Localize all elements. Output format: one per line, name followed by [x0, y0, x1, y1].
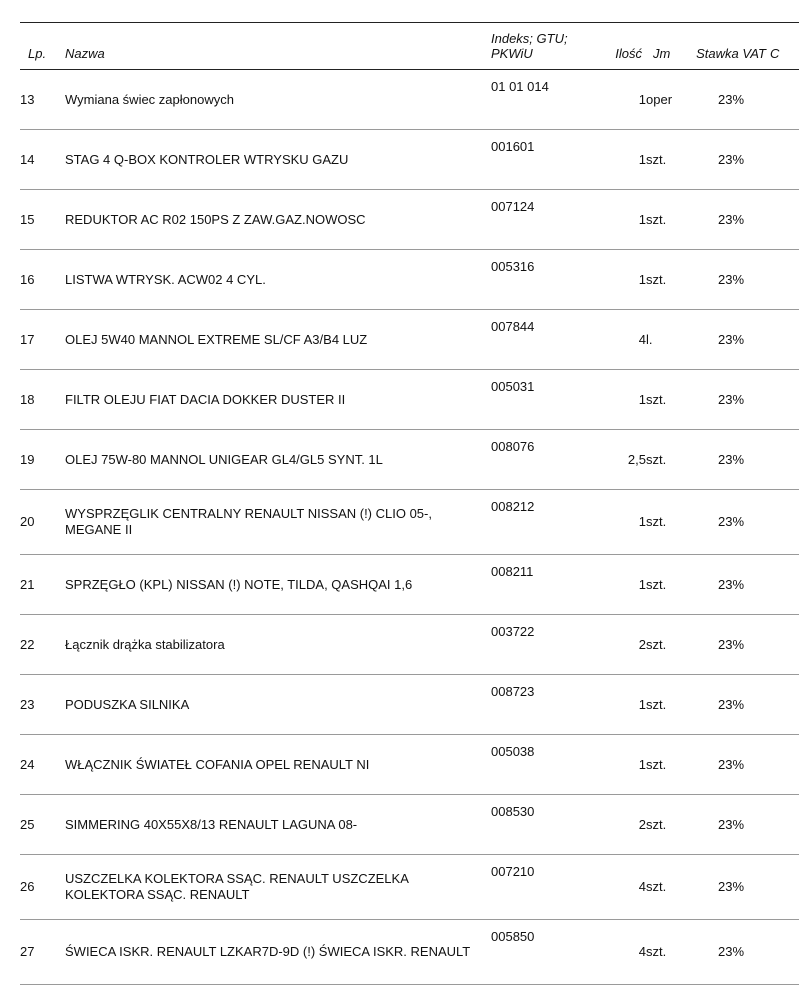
row-qty: 1: [579, 735, 646, 795]
row-index: 007210: [491, 855, 579, 920]
row-name-text: STAG 4 Q-BOX KONTROLER WTRYSKU GAZU: [65, 151, 349, 167]
row-name: [65, 190, 491, 250]
row-index: 005038: [491, 735, 579, 795]
header-lp: Lp.: [20, 23, 65, 70]
row-unit: szt.: [646, 130, 692, 190]
row-unit: szt.: [646, 855, 692, 920]
row-qty: 1: [579, 490, 646, 555]
row-extra: [770, 250, 799, 310]
row-name-text: OLEJ 75W-80 MANNOL UNIGEAR GL4/GL5 SYNT. 1L: [65, 451, 383, 467]
row-qty: 1: [579, 190, 646, 250]
row-vat: 23%: [692, 675, 770, 735]
row-lp: 25: [20, 795, 65, 855]
row-extra: [770, 430, 799, 490]
row-extra: [770, 490, 799, 555]
table-row: [20, 250, 799, 310]
header-index: Indeks; GTU; PKWiU: [491, 23, 579, 70]
row-extra: [770, 615, 799, 675]
row-vat: 23%: [692, 190, 770, 250]
table-row: [20, 855, 799, 920]
row-name-text: WŁĄCZNIK ŚWIATEŁ COFANIA OPEL RENAULT NI: [65, 756, 370, 772]
row-index: 008212: [491, 490, 579, 555]
row-extra: [770, 555, 799, 615]
row-qty: 2,5: [579, 430, 646, 490]
row-qty: 1: [579, 130, 646, 190]
row-lp: 24: [20, 735, 65, 795]
table-header-row: [20, 23, 799, 70]
row-vat: 23%: [692, 70, 770, 130]
row-vat: 23%: [692, 490, 770, 555]
row-vat: 23%: [692, 250, 770, 310]
row-name: [65, 370, 491, 430]
row-name: [65, 920, 491, 985]
table-row: [20, 430, 799, 490]
row-unit: szt.: [646, 250, 692, 310]
row-name: [65, 490, 491, 555]
row-index: 005031: [491, 370, 579, 430]
row-index: 008723: [491, 675, 579, 735]
row-unit: szt.: [646, 735, 692, 795]
row-qty: 1: [579, 250, 646, 310]
row-name: [65, 675, 491, 735]
row-lp: 20: [20, 490, 65, 555]
row-extra: [770, 370, 799, 430]
row-name: [65, 615, 491, 675]
row-qty: 2: [579, 615, 646, 675]
row-extra: [770, 795, 799, 855]
table-row: [20, 370, 799, 430]
row-unit: szt.: [646, 490, 692, 555]
row-name: [65, 70, 491, 130]
row-unit: szt.: [646, 675, 692, 735]
row-index: 005850: [491, 920, 579, 985]
row-lp: 17: [20, 310, 65, 370]
row-name-text: Wymiana świec zapłonowych: [65, 91, 234, 107]
row-extra: [770, 855, 799, 920]
row-qty: 1: [579, 370, 646, 430]
row-lp: 23: [20, 675, 65, 735]
row-extra: [770, 675, 799, 735]
table-row: [20, 735, 799, 795]
row-name: [65, 855, 491, 920]
row-name-text: PODUSZKA SILNIKA: [65, 696, 190, 712]
row-vat: 23%: [692, 310, 770, 370]
table-row: [20, 70, 799, 130]
row-unit: szt.: [646, 920, 692, 985]
row-vat: 23%: [692, 795, 770, 855]
row-unit: szt.: [646, 190, 692, 250]
row-vat: 23%: [692, 555, 770, 615]
row-name-text: REDUKTOR AC R02 150PS Z ZAW.GAZ.NOWOSC: [65, 211, 366, 227]
row-unit: szt.: [646, 370, 692, 430]
row-lp: 26: [20, 855, 65, 920]
row-lp: 22: [20, 615, 65, 675]
table-row: [20, 130, 799, 190]
header-qty: Ilość: [579, 23, 646, 70]
row-vat: 23%: [692, 430, 770, 490]
row-qty: 1: [579, 70, 646, 130]
row-name-text: WYSPRZĘGLIK CENTRALNY RENAULT NISSAN (!) CLIO 05-, MEGANE II: [65, 506, 432, 537]
row-name: [65, 735, 491, 795]
table-row: [20, 920, 799, 985]
row-qty: 1: [579, 675, 646, 735]
row-qty: 4: [579, 855, 646, 920]
row-unit: szt.: [646, 795, 692, 855]
invoice-items-table: [20, 22, 799, 985]
row-lp: 27: [20, 920, 65, 985]
row-vat: 23%: [692, 855, 770, 920]
header-unit: Jm: [646, 23, 692, 70]
row-name-text: OLEJ 5W40 MANNOL EXTREME SL/CF A3/B4 LUZ: [65, 331, 368, 347]
row-name: [65, 310, 491, 370]
table-row: [20, 795, 799, 855]
row-index: 007124: [491, 190, 579, 250]
row-index: 008530: [491, 795, 579, 855]
table-row: [20, 555, 799, 615]
row-unit: szt.: [646, 555, 692, 615]
row-index: 01 01 014: [491, 70, 579, 130]
table-row: [20, 675, 799, 735]
row-lp: 21: [20, 555, 65, 615]
header-extra: C: [770, 23, 799, 70]
row-extra: [770, 70, 799, 130]
row-name: [65, 250, 491, 310]
row-qty: 2: [579, 795, 646, 855]
table-row: [20, 310, 799, 370]
row-lp: 19: [20, 430, 65, 490]
row-unit: szt.: [646, 430, 692, 490]
row-extra: [770, 130, 799, 190]
header-name: Nazwa: [65, 23, 491, 70]
row-index: 007844: [491, 310, 579, 370]
row-lp: 13: [20, 70, 65, 130]
header-vat: Stawka VAT: [692, 23, 770, 70]
row-lp: 18: [20, 370, 65, 430]
row-name-text: SPRZĘGŁO (KPL) NISSAN (!) NOTE, TILDA, QASHQAI 1,6: [65, 576, 413, 592]
row-vat: 23%: [692, 615, 770, 675]
row-qty: 1: [579, 555, 646, 615]
row-unit: oper: [646, 70, 692, 130]
table-row: [20, 615, 799, 675]
row-name-text: ŚWIECA ISKR. RENAULT LZKAR7D-9D (!) ŚWIECA ISKR. RENAULT: [65, 944, 471, 959]
row-unit: szt.: [646, 615, 692, 675]
row-index: 008211: [491, 555, 579, 615]
row-extra: [770, 735, 799, 795]
table-row: [20, 490, 799, 555]
row-name: [65, 795, 491, 855]
row-extra: [770, 310, 799, 370]
row-lp: 14: [20, 130, 65, 190]
row-name: [65, 130, 491, 190]
row-lp: 15: [20, 190, 65, 250]
row-name-text: FILTR OLEJU FIAT DACIA DOKKER DUSTER II: [65, 391, 346, 407]
row-unit: l.: [646, 310, 692, 370]
row-qty: 4: [579, 310, 646, 370]
table-row: [20, 190, 799, 250]
row-qty: 4: [579, 920, 646, 985]
row-name-text: LISTWA WTRYSK. ACW02 4 CYL.: [65, 271, 266, 287]
row-name-text: USZCZELKA KOLEKTORA SSĄC. RENAULT USZCZELKA KOLEKTORA SSĄC. RENAULT: [65, 871, 409, 902]
row-extra: [770, 190, 799, 250]
row-index: 008076: [491, 430, 579, 490]
row-lp: 16: [20, 250, 65, 310]
row-index: 003722: [491, 615, 579, 675]
row-extra: [770, 920, 799, 985]
row-index: 005316: [491, 250, 579, 310]
row-name: [65, 430, 491, 490]
row-name-text: SIMMERING 40X55X8/13 RENAULT LAGUNA 08-: [65, 816, 358, 832]
row-vat: 23%: [692, 735, 770, 795]
row-name: [65, 555, 491, 615]
row-index: 001601: [491, 130, 579, 190]
row-vat: 23%: [692, 920, 770, 985]
row-vat: 23%: [692, 130, 770, 190]
row-name-text: Łącznik drążka stabilizatora: [65, 636, 225, 652]
row-vat: 23%: [692, 370, 770, 430]
